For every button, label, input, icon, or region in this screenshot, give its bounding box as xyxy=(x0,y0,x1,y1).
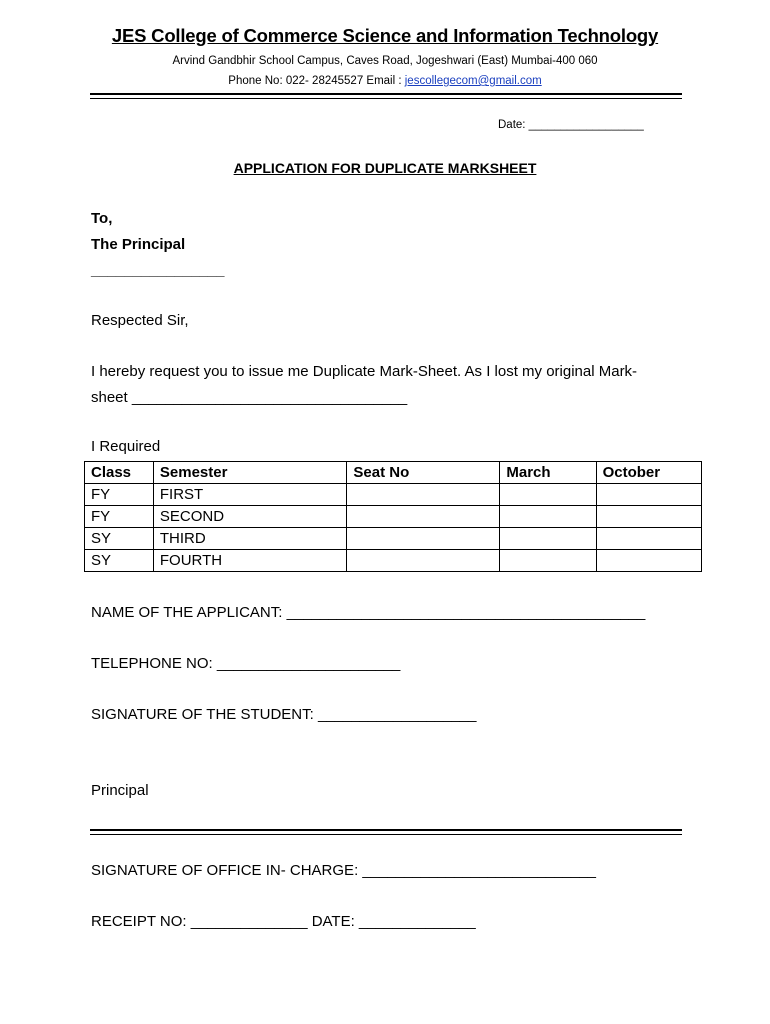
cell-seat-no[interactable] xyxy=(347,506,500,528)
header-march: March xyxy=(500,462,596,484)
cell-seat-no[interactable] xyxy=(347,550,500,572)
cell-october[interactable] xyxy=(596,506,701,528)
telephone-field[interactable]: TELEPHONE NO: ______________________ xyxy=(91,655,401,672)
cell-class: SY xyxy=(85,550,154,572)
header-divider xyxy=(90,93,682,99)
college-address: Arvind Gandbhir School Campus, Caves Road, Jogeshwari (East) Mumbai-400 060 xyxy=(172,55,598,67)
addressee-blank: ________________ xyxy=(91,262,225,279)
table-row xyxy=(85,528,702,550)
student-signature-field[interactable]: SIGNATURE OF THE STUDENT: ___________________ xyxy=(91,706,477,723)
date-field: Date: __________________ xyxy=(498,119,644,131)
cell-semester: SECOND xyxy=(153,506,347,528)
addressee-to: To, xyxy=(91,210,113,227)
cell-march[interactable] xyxy=(500,550,596,572)
table-row xyxy=(85,550,702,572)
phone-text: Phone No: 022- 28245527 Email : xyxy=(228,75,405,87)
applicant-name-field[interactable]: NAME OF THE APPLICANT: ___________________________________________ xyxy=(91,604,646,621)
receipt-date-field[interactable]: RECEIPT NO: ______________ DATE: ______________ xyxy=(91,913,476,930)
cell-october[interactable] xyxy=(596,484,701,506)
email-link[interactable]: jescollegecom@gmail.com xyxy=(404,75,542,87)
table-row xyxy=(85,484,702,506)
cell-march[interactable] xyxy=(500,506,596,528)
header-class: Class xyxy=(85,462,154,484)
table-header-row xyxy=(85,462,702,484)
table-row xyxy=(85,506,702,528)
cell-class: FY xyxy=(85,484,154,506)
office-divider xyxy=(90,829,682,835)
principal-label: Principal xyxy=(91,782,149,799)
cell-semester: THIRD xyxy=(153,528,347,550)
salutation: Respected Sir, xyxy=(91,312,189,329)
cell-march[interactable] xyxy=(500,528,596,550)
header-semester: Semester xyxy=(153,462,347,484)
required-label: I Required xyxy=(91,438,161,455)
cell-seat-no[interactable] xyxy=(347,528,500,550)
college-contact xyxy=(0,75,770,87)
cell-semester: FIRST xyxy=(153,484,347,506)
document-title: APPLICATION FOR DUPLICATE MARKSHEET xyxy=(233,160,537,176)
cell-semester: FOURTH xyxy=(153,550,347,572)
cell-october[interactable] xyxy=(596,528,701,550)
cell-october[interactable] xyxy=(596,550,701,572)
cell-class: FY xyxy=(85,506,154,528)
header-seat-no: Seat No xyxy=(347,462,500,484)
cell-march[interactable] xyxy=(500,484,596,506)
header-october: October xyxy=(596,462,701,484)
office-signature-field[interactable]: SIGNATURE OF OFFICE IN- CHARGE: ____________________________ xyxy=(91,862,596,879)
marksheet-table xyxy=(84,461,702,572)
cell-seat-no[interactable] xyxy=(347,484,500,506)
cell-class: SY xyxy=(85,528,154,550)
body-line-1: I hereby request you to issue me Duplicate Mark-Sheet. As I lost my original Mark- xyxy=(91,363,638,380)
college-name: JES College of Commerce Science and Information Technology xyxy=(111,25,659,46)
body-line-2: sheet _________________________________ xyxy=(91,389,408,406)
addressee-recipient: The Principal xyxy=(91,236,186,253)
